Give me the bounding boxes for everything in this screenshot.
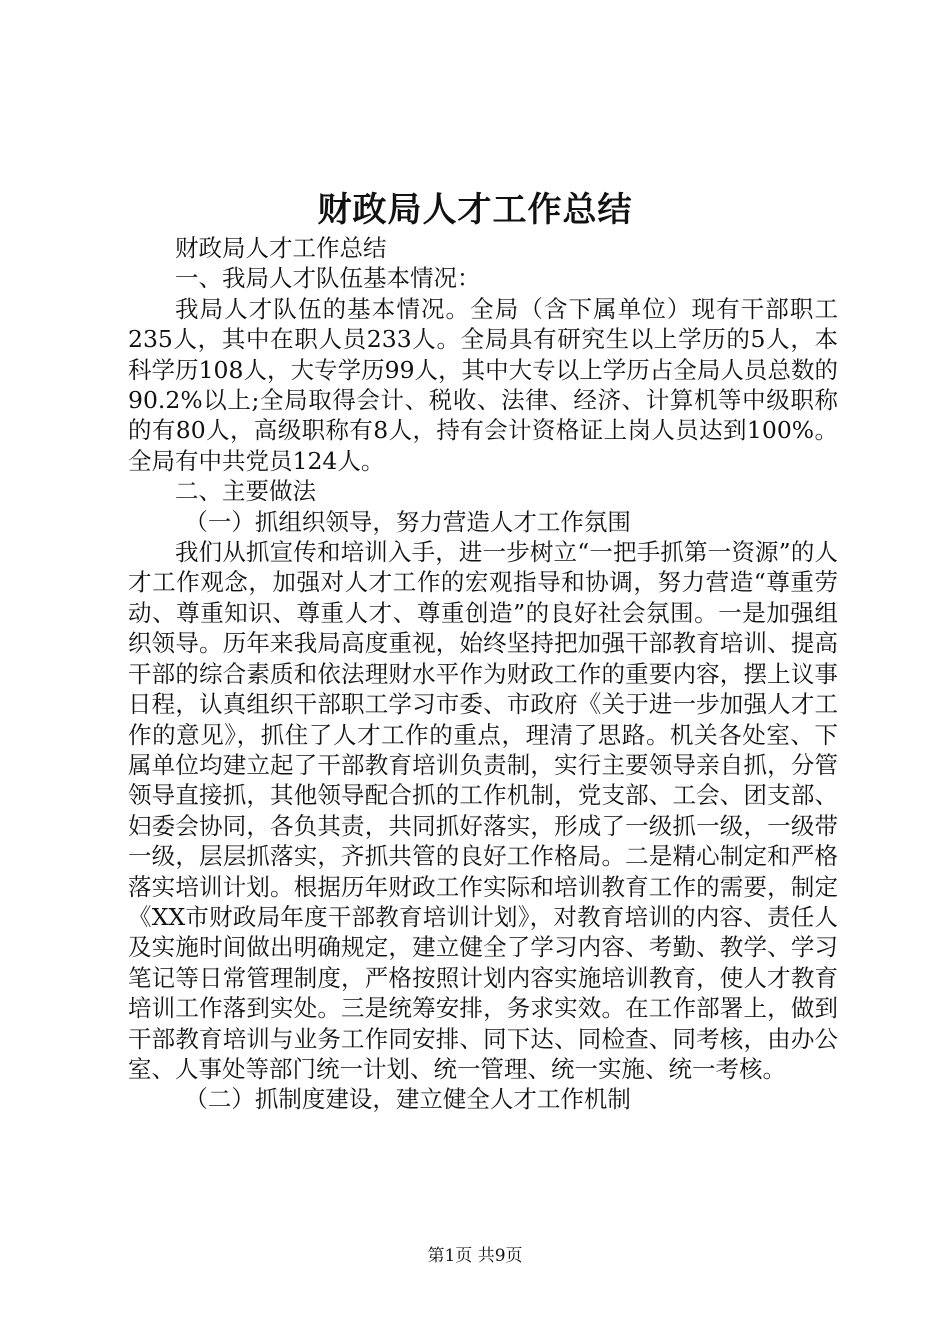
subsection-heading-2: （二）抓制度建设，建立健全人才工作机制 [184,1085,631,1114]
subsection-heading-1: （一）抓组织领导，努力营造人才工作氛围 [184,507,631,536]
paragraph-heading: 财政局人才工作总结 [175,234,387,262]
paragraph-organization: 我们从抓宣传和培训入手，进一步树立“一把手抓第一资源”的人才工作观念，加强对人才工作的宏观指导和协调，努力营造“尊重劳动、尊重知识、尊重人才、尊重创造”的良好社会氛围。一是加强组织领导。历年来我局高度重视，始终坚持把加强干部教育培训、提高干部的综合素质和依法理财水平作为财政工作的重要内容，摆上议事日程，认真组织干部职工学习市委、市政府《关于进一步加强人才工作的意见》，抓住了人才工作的重点，理清了思路。机关各处室、下属单位均建立起了干部教育培训负责制，实行主要领导亲自抓，分管领导直接抓，其他领导配合抓的工作机制，党支部、工会、团支部、妇委会协同，各负其责，共同抓好落实，形成了一级抓一级，一级带一级，层层抓落实，齐抓共管的良好工作格局。二是精心制定和严格落实培训计划。根据历年财政工作实际和培训教育工作的需要，制定《XX市财政局年度干部教育培训计划》，对教育培训的内容、责任人及实施时间做出明确规定，建立健全了学习内容、考勤、教学、学习笔记等日常管理制度，严格按照计划内容实施培训教育，使人才教育培训工作落到实处。三是统筹安排，务求实效。在工作部署上，做到干部教育培训与业务工作同安排、同下达、同检查、同考核，由办公室、人事处等部门统一计划、统一管理、统一实施、统一考核。 [128,538,838,1083]
page-number-footer: 第1页 共9页 [427,1246,523,1266]
section-heading-2: 二、主要做法 [175,477,316,506]
section-heading-1: 一、我局人才队伍基本情况： [175,264,481,293]
document-title: 财政局人才工作总结 [317,190,633,230]
paragraph-basic-situation: 我局人才队伍的基本情况。全局（含下属单位）现有干部职工235人，其中在职人员233人。全局具有研究生以上学历的5人，本科学历108人，大专学历99人，其中大专以上学历占全局人员总数的90.2%以上;全局取得会计、税收、法律、经济、计算机等中级职称的有80人，高级职称有8人，持有会计资格证上岗人员达到100%。全局有中共党员124人。 [128,294,838,475]
document-body [128,233,838,1115]
